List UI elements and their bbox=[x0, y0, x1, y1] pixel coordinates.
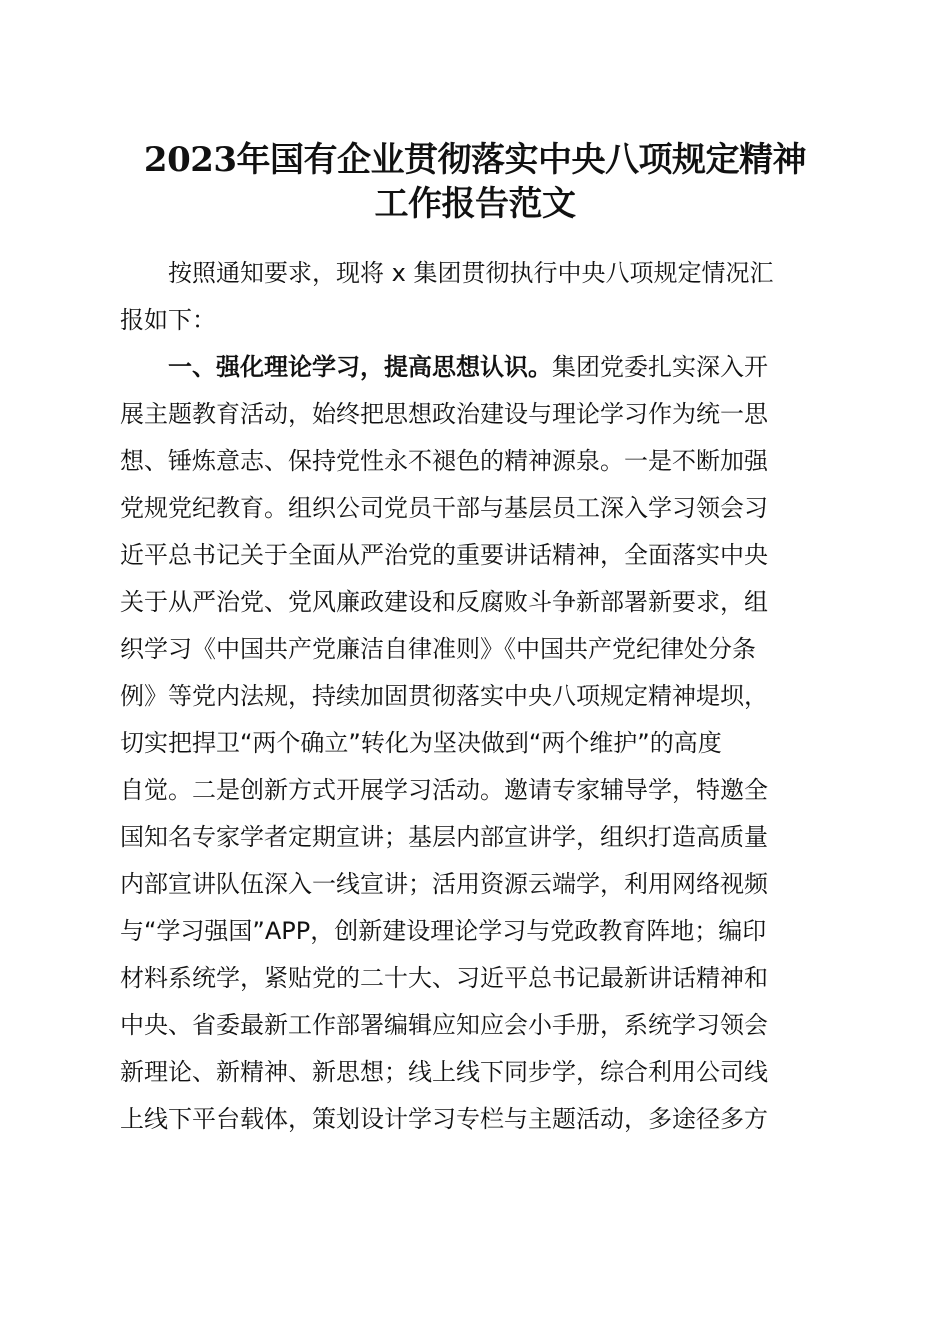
intro-line: 报如下： bbox=[120, 306, 216, 334]
section-1-line: 自觉。二是创新方式开展学习活动。邀请专家辅导学，特邀全 bbox=[120, 776, 768, 804]
document-body bbox=[120, 250, 825, 1143]
section-1-line: 中央、省委最新工作部署编辑应知应会小手册，系统学习领会 bbox=[120, 1011, 768, 1039]
section-1-line: 切实把捍卫“两个确立”转化为坚决做到“两个维护”的高度 bbox=[120, 729, 722, 757]
section-1-line: 展主题教育活动，始终把思想政治建设与理论学习作为统一思 bbox=[120, 400, 768, 428]
section-1-line: 近平总书记关于全面从严治党的重要讲话精神，全面落实中央 bbox=[120, 541, 768, 569]
intro-line: 按照通知要求，现将 x 集团贯彻执行中央八项规定情况汇 bbox=[168, 259, 774, 287]
section-1-line: 材料系统学，紧贴党的二十大、习近平总书记最新讲话精神和 bbox=[120, 964, 768, 992]
section-1-paragraph bbox=[120, 344, 825, 1143]
section-1-line: 例》等党内法规，持续加固贯彻落实中央八项规定精神堤坝， bbox=[120, 682, 768, 710]
section-1-line: 国知名专家学者定期宣讲；基层内部宣讲学，组织打造高质量 bbox=[120, 823, 768, 851]
section-1-line: 党规党纪教育。组织公司党员干部与基层员工深入学习领会习 bbox=[120, 494, 768, 522]
title-line-1: 2023年国有企业贯彻落实中央八项规定精神 bbox=[143, 140, 807, 180]
section-1-line: 想、锤炼意志、保持党性永不褪色的精神源泉。一是不断加强 bbox=[120, 447, 768, 475]
document-title bbox=[120, 138, 830, 226]
section-1-line: 上线下平台载体，策划设计学习专栏与主题活动，多途径多方 bbox=[120, 1105, 768, 1133]
section-1-line: 新理论、新精神、新思想；线上线下同步学，综合利用公司线 bbox=[120, 1058, 768, 1086]
section-1-line: 与“学习强国”APP，创新建设理论学习与党政教育阵地；编印 bbox=[120, 917, 767, 945]
intro-paragraph bbox=[120, 250, 825, 344]
section-1-line: 织学习《中国共产党廉洁自律准则》《中国共产党纪律处分条 bbox=[120, 635, 756, 663]
title-line-2: 工作报告范文 bbox=[374, 184, 576, 224]
section-1-line: 集团党委扎实深入开 bbox=[552, 353, 768, 381]
section-1-first-line bbox=[120, 344, 825, 391]
section-1-line: 关于从严治党、党风廉政建设和反腐败斗争新部署新要求，组 bbox=[120, 588, 768, 616]
section-1-heading: 一、强化理论学习，提高思想认识。 bbox=[168, 353, 552, 381]
section-1-line: 内部宣讲队伍深入一线宣讲；活用资源云端学，利用网络视频 bbox=[120, 870, 768, 898]
